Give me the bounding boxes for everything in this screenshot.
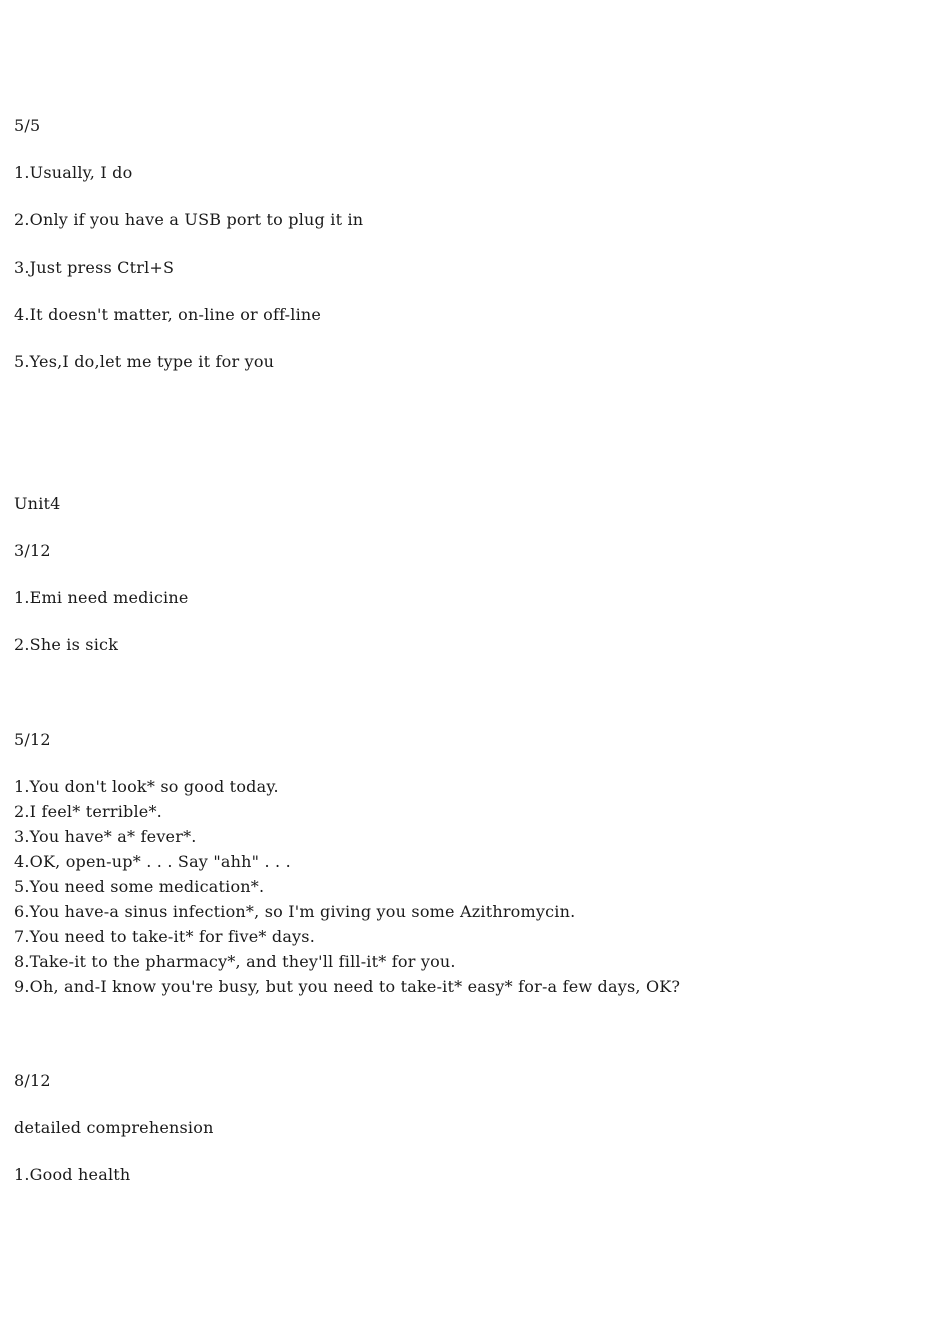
answer-line: 3.Just press Ctrl+S	[14, 258, 175, 277]
dialogue-line: 8.Take-it to the pharmacy*, and they'll fill-it* for you.	[14, 952, 456, 971]
dialogue-line: 1.You don't look* so good today.	[14, 777, 279, 796]
answer-line: 5.Yes,I do,let me type it for you	[14, 352, 275, 371]
dialogue-line: 7.You need to take-it* for five* days.	[14, 927, 315, 946]
unit-heading: Unit4	[14, 494, 61, 513]
dialogue-line: 3.You have* a* fever*.	[14, 827, 197, 846]
page-ref-8-12: 8/12	[14, 1071, 51, 1090]
dialogue-line: 5.You need some medication*.	[14, 877, 265, 896]
page-ref-3-12: 3/12	[14, 541, 51, 560]
dialogue-line: 9.Oh, and-I know you're busy, but you need to take-it* easy* for-a few days, OK?	[14, 977, 681, 996]
dialogue-line: 2.I feel* terrible*.	[14, 802, 162, 821]
answer-line: 4.It doesn't matter, on-line or off-line	[14, 305, 322, 324]
section-label: detailed comprehension	[14, 1118, 214, 1137]
answer-line: 2.She is sick	[14, 635, 119, 654]
answer-line: 1.Usually, I do	[14, 163, 133, 182]
page-ref-5-12: 5/12	[14, 730, 51, 749]
answer-line: 2.Only if you have a USB port to plug it in	[14, 210, 364, 229]
answer-line: 1.Good health	[14, 1165, 131, 1184]
answer-line: 1.Emi need medicine	[14, 588, 189, 607]
page-ref-5-5: 5/5	[14, 116, 41, 135]
dialogue-line: 6.You have-a sinus infection*, so I'm giving you some Azithromycin.	[14, 902, 576, 921]
dialogue-line: 4.OK, open-up* . . . Say "ahh" . . .	[14, 852, 291, 871]
